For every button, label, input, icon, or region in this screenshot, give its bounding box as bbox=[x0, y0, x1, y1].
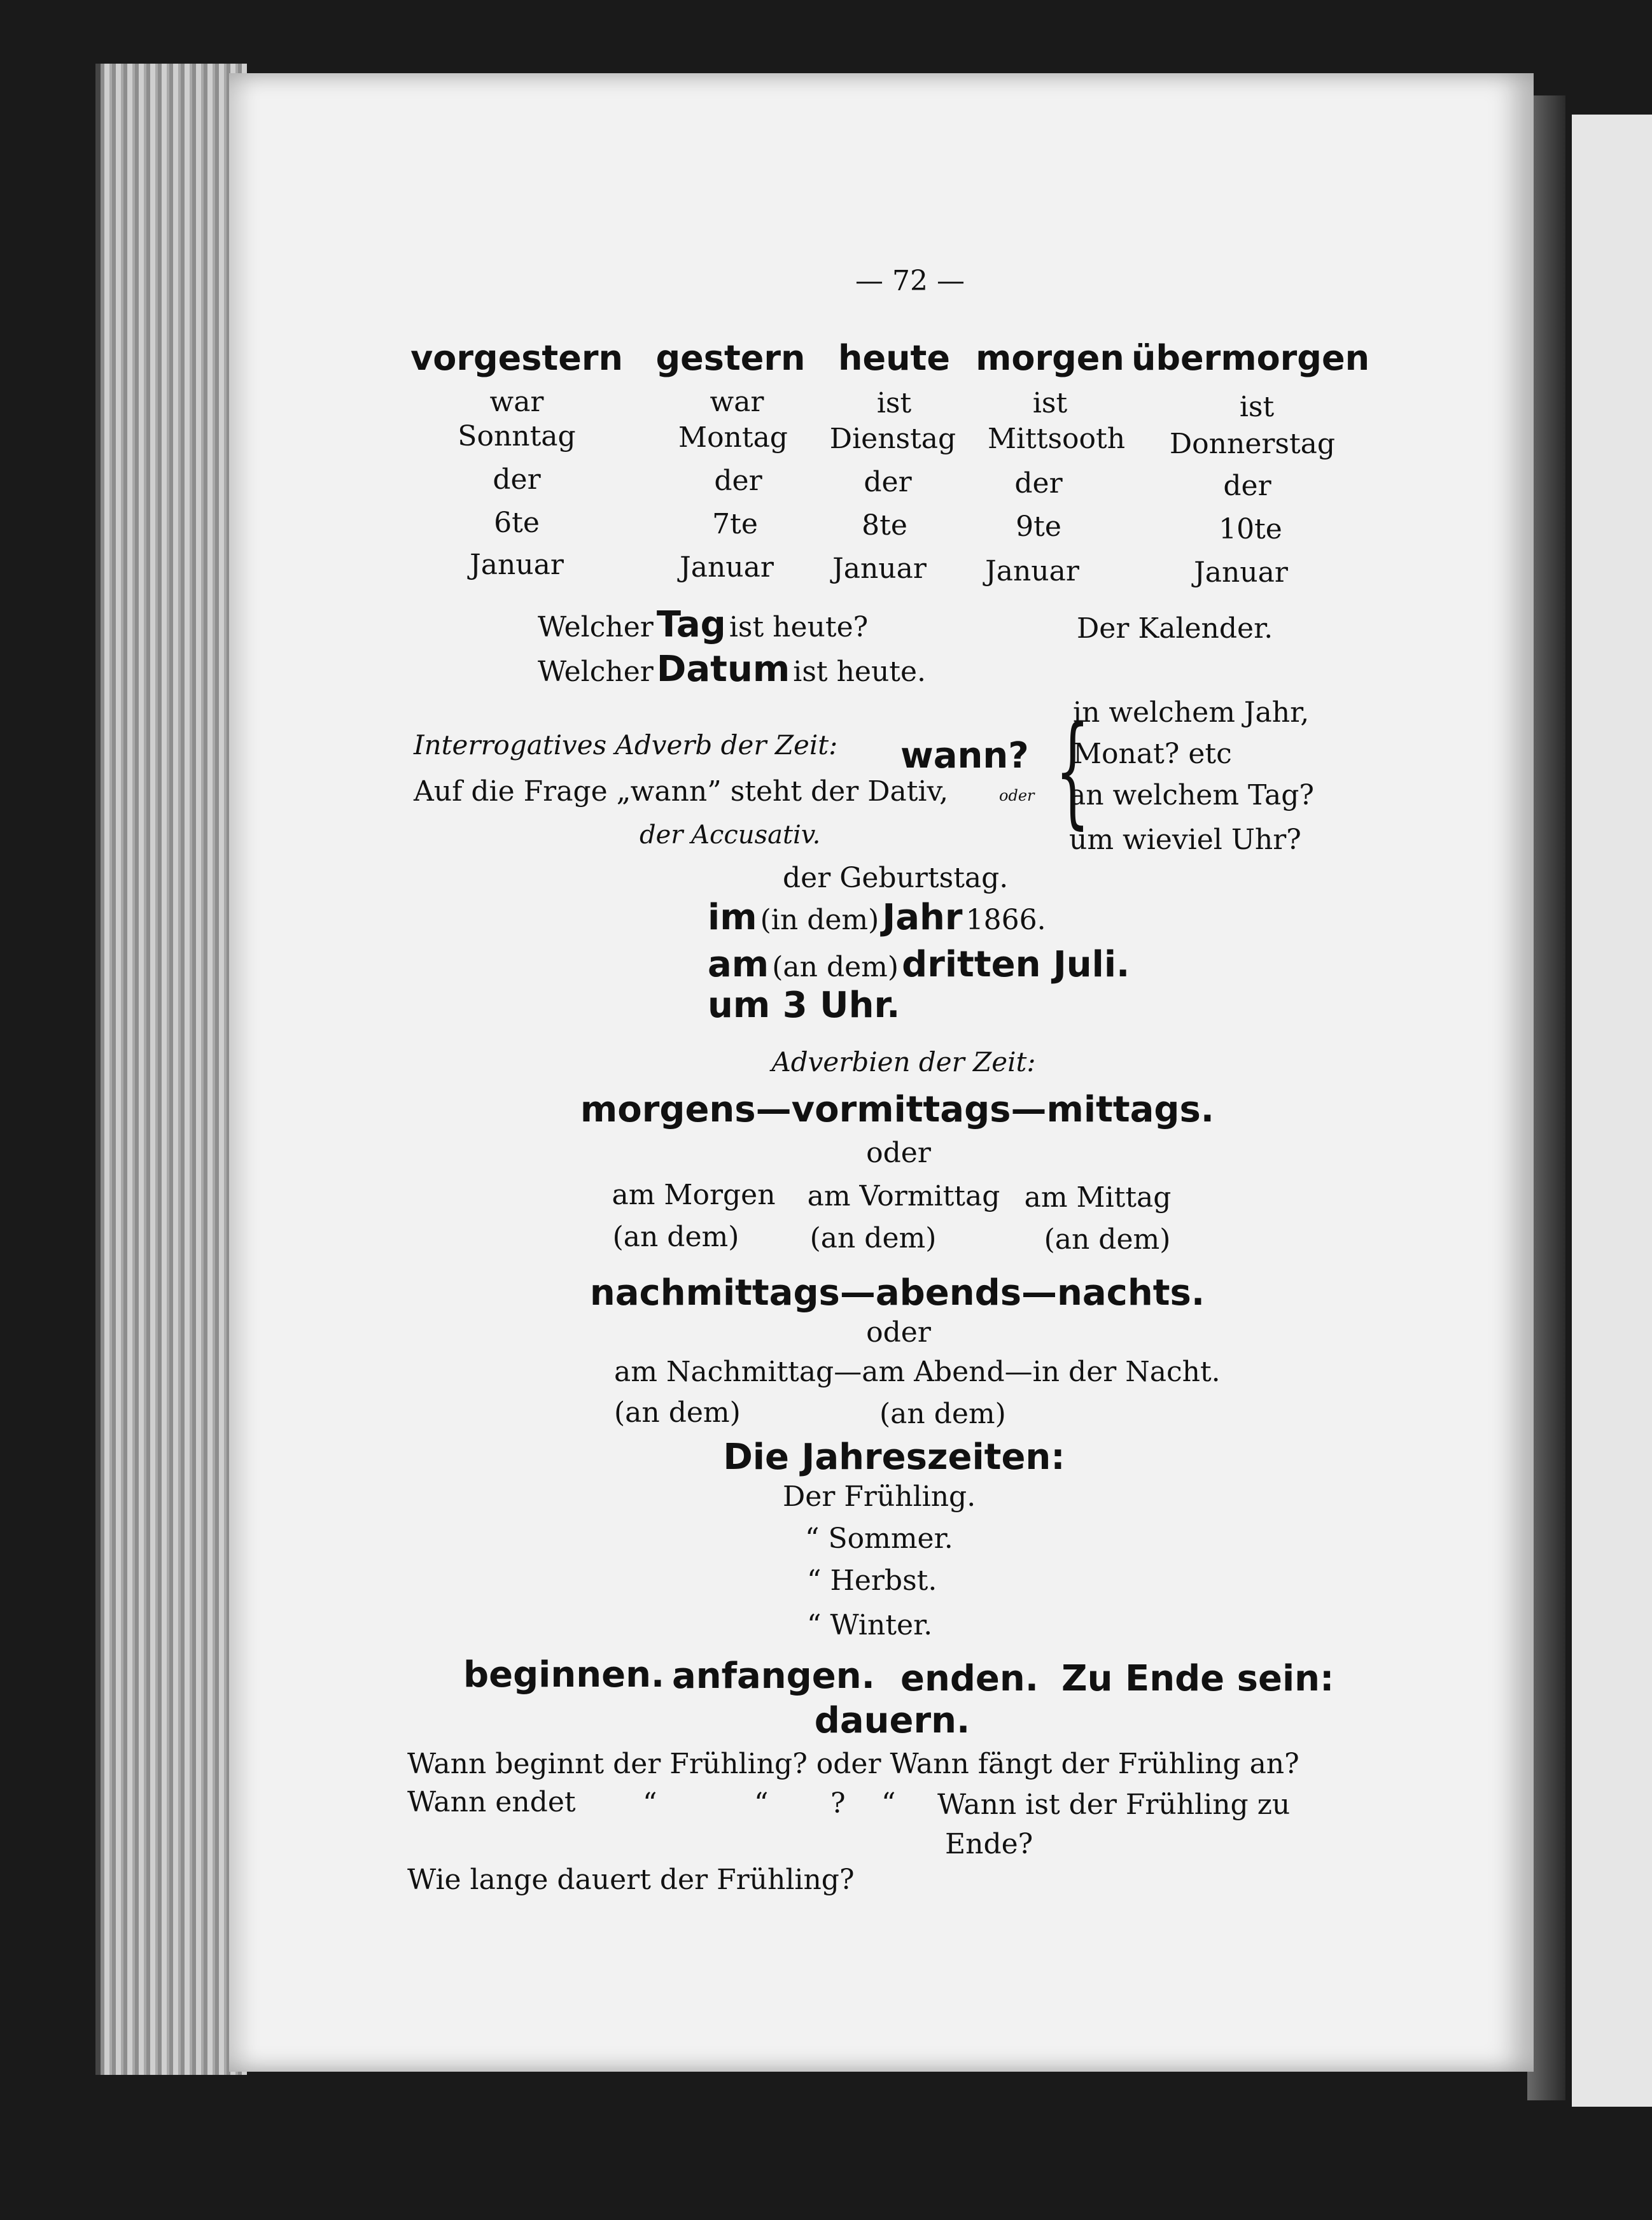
final-question: Wann endet bbox=[407, 1786, 576, 1818]
day-ordinal: 9te bbox=[1016, 510, 1061, 543]
day-ordinal: 10te bbox=[1219, 513, 1282, 545]
day-head: morgen bbox=[976, 338, 1124, 378]
ditto-mark: ? bbox=[830, 1787, 846, 1820]
verb: anfangen. bbox=[672, 1655, 875, 1697]
day-month: Januar bbox=[1194, 556, 1288, 589]
birthday-year-prep: im bbox=[708, 897, 757, 938]
verb: beginnen. bbox=[463, 1654, 665, 1696]
question-tag bbox=[538, 604, 869, 645]
brace-icon: { bbox=[1055, 700, 1090, 841]
interrogative-option: in welchem Jahr, bbox=[1073, 696, 1310, 729]
season-item: Der Frühling. bbox=[783, 1480, 976, 1513]
question-datum bbox=[538, 649, 927, 690]
interrogative-option: an welchem Tag? bbox=[1069, 779, 1314, 811]
final-question: Ende? bbox=[945, 1828, 1033, 1860]
verb: dauern. bbox=[814, 1700, 970, 1741]
final-question: Wie lange dauert der Frühling? bbox=[407, 1864, 855, 1896]
adverbs-row2-alt: am Nachmittag—am Abend—in der Nacht. bbox=[614, 1356, 1221, 1388]
interrogative-option: um wieviel Uhr? bbox=[1069, 824, 1301, 856]
adverbs-row2-paren: (an dem) bbox=[879, 1398, 1006, 1430]
question-datum-bold: Datum bbox=[656, 649, 790, 690]
day-ordinal: 7te bbox=[712, 508, 758, 540]
calendar-label: Der Kalender. bbox=[1077, 612, 1273, 645]
handwritten-accusative: der Accusativ. bbox=[640, 820, 821, 850]
interrogative-word: wann? bbox=[900, 735, 1029, 776]
day-ordinal: 8te bbox=[862, 509, 907, 542]
adverbs-heading: Adverbien der Zeit: bbox=[771, 1046, 1036, 1078]
verb: Zu Ende sein: bbox=[1061, 1658, 1334, 1699]
birthday-year-noun: Jahr bbox=[882, 897, 963, 938]
question-datum-pre: Welcher bbox=[538, 656, 654, 688]
day-verb: ist bbox=[1239, 391, 1275, 423]
birthday-intro: der Geburtstag. bbox=[783, 862, 1009, 894]
day-weekday: Donnerstag bbox=[1169, 428, 1336, 460]
birthday-year-paren: (in dem) bbox=[760, 904, 879, 936]
birthday-year bbox=[708, 897, 1046, 938]
day-article: der bbox=[1014, 467, 1063, 500]
adverbs-alt: am Vormittag bbox=[807, 1180, 1000, 1212]
birthday-date-paren: (an dem) bbox=[772, 951, 899, 983]
adverbs-alt-paren: (an dem) bbox=[612, 1221, 739, 1253]
day-head: gestern bbox=[655, 338, 806, 378]
page-number: — 72 — bbox=[855, 265, 965, 297]
adverbs-row2: nachmittags—abends—nachts. bbox=[589, 1272, 1205, 1314]
birthday-time: um 3 Uhr. bbox=[708, 985, 900, 1026]
day-month: Januar bbox=[985, 555, 1079, 587]
day-article: der bbox=[1223, 470, 1271, 502]
day-head: übermorgen bbox=[1131, 338, 1370, 378]
interrogative-rule: Auf die Frage „wann” steht der Dativ, bbox=[414, 775, 949, 808]
adverbs-alt: am Mittag bbox=[1024, 1181, 1172, 1214]
day-month: Januar bbox=[832, 552, 927, 585]
birthday-date-value: dritten Juli. bbox=[902, 944, 1130, 985]
question-tag-pre: Welcher bbox=[538, 611, 654, 643]
day-verb: war bbox=[489, 386, 544, 418]
adverbs-alt-paren: (an dem) bbox=[1044, 1223, 1171, 1256]
final-question: Wann beginnt der Frühling? oder Wann fängt der Frühling an? bbox=[407, 1748, 1299, 1780]
day-head: vorgestern bbox=[410, 338, 623, 378]
final-question: Wann ist der Frühling zu bbox=[937, 1788, 1291, 1821]
day-weekday: Dienstag bbox=[829, 423, 956, 455]
birthday-date bbox=[708, 944, 1130, 985]
season-item: “ Winter. bbox=[807, 1609, 933, 1641]
day-article: der bbox=[714, 465, 762, 497]
day-month: Januar bbox=[470, 549, 564, 581]
interrogative-option: Monat? etc bbox=[1073, 738, 1232, 770]
day-article: der bbox=[864, 466, 912, 498]
birthday-date-prep: am bbox=[708, 944, 769, 985]
adverbs-oder: oder bbox=[866, 1137, 931, 1169]
day-ordinal: 6te bbox=[494, 507, 540, 539]
handwritten-oder: oder bbox=[999, 787, 1035, 804]
interrogative-label: Interrogatives Adverb der Zeit: bbox=[414, 729, 838, 761]
day-verb: war bbox=[710, 386, 764, 418]
day-verb: ist bbox=[876, 387, 912, 419]
adverbs-oder: oder bbox=[866, 1316, 931, 1349]
season-item: “ Herbst. bbox=[807, 1564, 937, 1597]
adverbs-alt-paren: (an dem) bbox=[809, 1222, 937, 1254]
adverbs-row1: morgens—vormittags—mittags. bbox=[580, 1089, 1215, 1130]
question-datum-post: ist heute. bbox=[793, 656, 927, 688]
day-weekday: Mittsooth bbox=[987, 423, 1126, 455]
day-weekday: Montag bbox=[678, 421, 788, 454]
book-page-edges bbox=[95, 64, 247, 2075]
season-item: “ Sommer. bbox=[805, 1522, 953, 1555]
verb: enden. bbox=[900, 1658, 1039, 1699]
adverbs-row2-paren: (an dem) bbox=[614, 1396, 741, 1429]
facing-page-edge bbox=[1572, 115, 1652, 2107]
ditto-mark: “ bbox=[643, 1787, 657, 1820]
ditto-mark: “ bbox=[881, 1787, 896, 1820]
seasons-heading: Die Jahreszeiten: bbox=[723, 1437, 1065, 1478]
day-month: Januar bbox=[680, 551, 774, 584]
question-tag-bold: Tag bbox=[656, 604, 726, 645]
adverbs-alt: am Morgen bbox=[612, 1179, 776, 1211]
day-head: heute bbox=[838, 338, 950, 378]
ditto-mark: “ bbox=[754, 1787, 769, 1820]
day-verb: ist bbox=[1032, 387, 1068, 419]
birthday-year-number: 1866. bbox=[965, 904, 1046, 936]
question-tag-post: ist heute? bbox=[729, 611, 869, 643]
day-weekday: Sonntag bbox=[458, 420, 576, 453]
day-article: der bbox=[493, 463, 541, 496]
